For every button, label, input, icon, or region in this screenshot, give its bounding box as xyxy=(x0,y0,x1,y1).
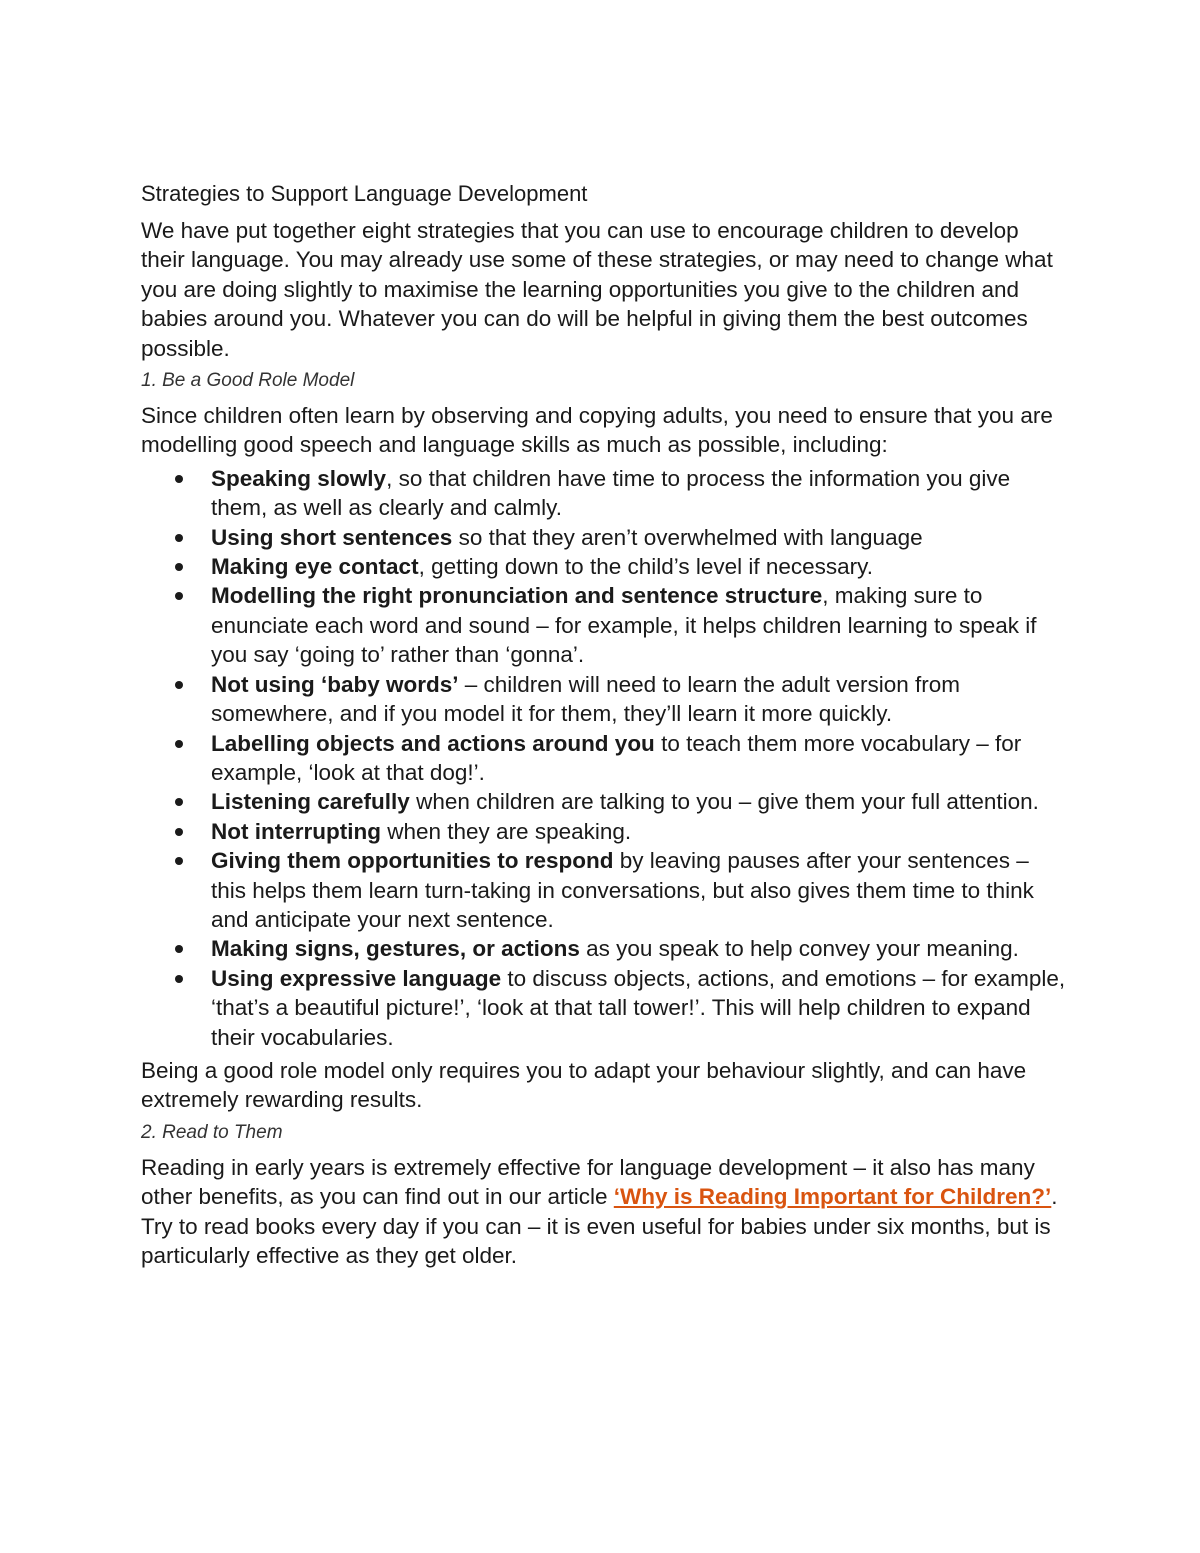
section-1-lead: Since children often learn by observing and copying adults, you need to ensure that you are modelling good speech and language skills as much as possible, including: xyxy=(141,403,1053,458)
document-page xyxy=(141,178,1066,1274)
list-item xyxy=(211,934,1066,963)
list-item xyxy=(211,817,1066,846)
item-text: by leaving pauses after your sentences – this helps them learn turn-taking in conversations, but also gives them time to think and anticipate your next sentence. xyxy=(211,848,1034,932)
item-bold: Using expressive language xyxy=(211,965,502,991)
item-bold: Making signs, gestures, or actions xyxy=(211,936,580,962)
item-text: as you speak to help convey your meaning. xyxy=(579,936,1019,962)
article-link[interactable]: ‘Why is Reading Important for Children?’ xyxy=(613,1184,1052,1210)
item-bold: Speaking slowly xyxy=(211,465,387,491)
section-2-paragraph xyxy=(141,1153,1066,1271)
item-text: , making sure to enunciate each word and sound – for example, it helps children learning to speak if you say ‘going to’ rather than ‘gonna’. xyxy=(211,583,1037,668)
bullet-icon xyxy=(175,563,183,571)
document-title: Strategies to Support Language Development xyxy=(141,181,588,206)
list-item xyxy=(211,523,1066,552)
item-bold: Not using ‘baby words’ xyxy=(211,671,459,697)
item-bold: Not interrupting xyxy=(211,818,381,844)
bullet-icon xyxy=(175,975,183,983)
item-text: to teach them more vocabulary – for example, ‘look at that dog!’. xyxy=(211,730,1022,785)
intro-paragraph: We have put together eight strategies that you can use to encourage children to develop their language. You may already use some of these strategies, or may need to change what you are doing slightly to maximise the learning opportunities you give to the children and babies around you. Whatever you can do will be helpful in giving them the best outcomes possible. xyxy=(141,218,1053,361)
item-text: , getting down to the child’s level if necessary. xyxy=(418,554,873,580)
item-text: – children will need to learn the adult version from somewhere, and if you model it for them, they’ll learn it more quickly. xyxy=(211,671,961,727)
section-2-text-after-link: . Try to read books every day if you can – it is even useful for babies under six months, but is particularly effective as they get older. xyxy=(141,1184,1058,1268)
bullet-icon xyxy=(175,592,183,600)
item-text: so that they aren’t overwhelmed with language xyxy=(452,524,923,550)
item-bold: Using short sentences xyxy=(211,524,453,550)
bullet-icon xyxy=(175,534,183,542)
bullet-icon xyxy=(175,828,183,836)
item-text: , so that children have time to process the information you give them, as well as clearly and calmly. xyxy=(211,465,1011,521)
item-bold: Making eye contact xyxy=(211,554,419,580)
item-bold: Listening carefully xyxy=(211,789,410,815)
section-2-text-before-link: Reading in early years is extremely effective for language development – it also has many other benefits, as you can find out in our article xyxy=(141,1154,1035,1210)
list-item xyxy=(211,846,1066,934)
item-bold: Modelling the right pronunciation and sentence structure xyxy=(211,583,823,609)
section-1-closing: Being a good role model only requires you to adapt your behaviour slightly, and can have extremely rewarding results. xyxy=(141,1057,1027,1113)
role-model-list xyxy=(141,464,1066,1052)
bullet-icon xyxy=(175,475,183,483)
list-item xyxy=(211,787,1066,816)
list-item xyxy=(211,581,1066,669)
list-item xyxy=(211,552,1066,581)
bullet-icon xyxy=(175,681,183,689)
item-bold: Giving them opportunities to respond xyxy=(211,848,614,874)
item-text: when children are talking to you – give them your full attention. xyxy=(409,789,1039,815)
list-item xyxy=(211,729,1066,788)
list-item xyxy=(211,964,1066,1052)
section-2-heading: 2. Read to Them xyxy=(141,1121,283,1143)
list-item xyxy=(211,670,1066,729)
bullet-icon xyxy=(175,740,183,748)
bullet-icon xyxy=(175,798,183,806)
item-text: to discuss objects, actions, and emotions – for example, ‘that’s a beautiful picture!’, ‘look at that tall tower!’. This will help children to expand their vocabularies. xyxy=(211,965,1066,1050)
section-1-heading: 1. Be a Good Role Model xyxy=(141,370,355,392)
bullet-icon xyxy=(175,945,183,953)
item-bold: Labelling objects and actions around you xyxy=(211,730,655,756)
bullet-icon xyxy=(175,857,183,865)
list-item xyxy=(211,464,1066,523)
item-text: when they are speaking. xyxy=(380,818,632,844)
